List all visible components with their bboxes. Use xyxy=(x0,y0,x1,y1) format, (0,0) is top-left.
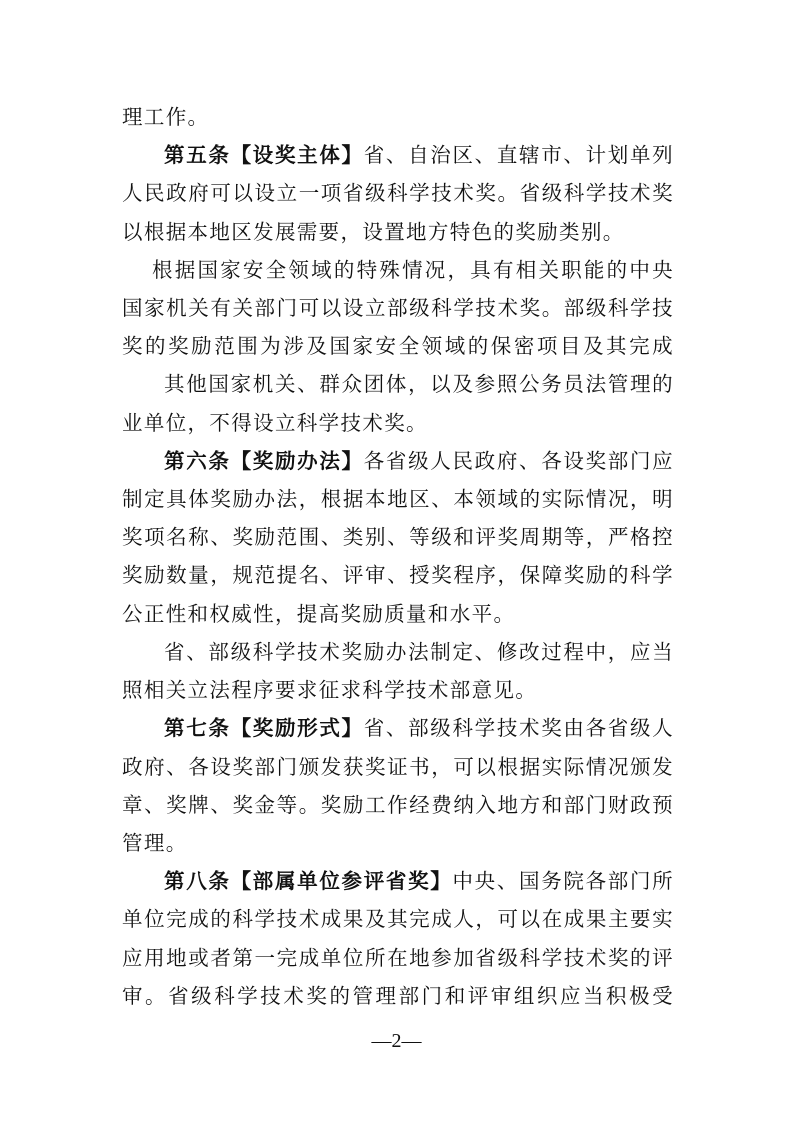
line-text: 单位完成的科学技术成果及其完成人，可以在成果主要实 xyxy=(122,907,674,931)
line-text: 公正性和权威性，提高奖励质量和水平。 xyxy=(122,602,516,626)
page-number: —2— xyxy=(371,1030,422,1052)
text-line xyxy=(122,517,674,557)
text-line xyxy=(122,594,674,634)
line-text: 照相关立法程序要求征求科学技术部意见。 xyxy=(122,678,538,702)
text-line xyxy=(122,403,674,443)
text-line xyxy=(122,479,674,519)
text-line xyxy=(122,670,674,710)
text-line xyxy=(152,250,674,290)
text-line xyxy=(164,364,674,404)
line-text: 政府、各设奖部门颁发获奖证书，可以根据实际情况颁发 xyxy=(122,755,674,779)
text-line xyxy=(122,288,674,328)
line-text: 以根据本地区发展需要，设置地方特色的奖励类别。 xyxy=(122,220,625,244)
article-heading: 第七条【奖励形式】 xyxy=(164,716,364,740)
line-text: 审。省级科学技术奖的管理部门和评审组织应当积极受 xyxy=(122,984,674,1008)
text-line xyxy=(164,861,674,901)
line-text: 奖励数量，规范提名、评审、授奖程序，保障奖励的科学 xyxy=(122,563,674,587)
line-text: 国家机关有关部门可以设立部级科学技术奖。部级科学技 xyxy=(122,296,674,320)
text-line xyxy=(122,938,674,978)
line-text: 省、部级科学技术奖励办法制定、修改过程中，应当 xyxy=(164,640,674,664)
text-line xyxy=(164,632,674,672)
line-text: 各省级人民政府、各设奖部门应 xyxy=(363,449,674,473)
line-text: 管理。 xyxy=(122,831,188,855)
line-text: 中央、国务院各部门所 xyxy=(452,869,674,893)
text-line xyxy=(122,976,674,1016)
article-heading: 第六条【奖励办法】 xyxy=(164,449,364,473)
text-line xyxy=(122,823,674,863)
text-line xyxy=(122,899,674,939)
line-text: 制定具体奖励办法，根据本地区、本领域的实际情况，明 xyxy=(122,487,674,511)
line-text: 奖的奖励范围为涉及国家安全领域的保密项目及其完成 xyxy=(122,334,674,358)
line-text: 其他国家机关、群众团体，以及参照公务员法管理的 xyxy=(164,372,674,396)
text-line xyxy=(122,97,674,137)
text-line xyxy=(164,441,674,481)
line-text: 奖项名称、奖励范围、类别、等级和评奖周期等，严格控 xyxy=(122,525,674,549)
line-text: 人民政府可以设立一项省级科学技术奖。省级科学技术奖 xyxy=(122,181,674,205)
text-line xyxy=(122,326,674,366)
line-text: 应用地或者第一完成单位所在地参加省级科学技术奖的评 xyxy=(122,946,674,970)
article-heading: 第八条【部属单位参评省奖】 xyxy=(164,869,453,893)
text-line xyxy=(122,747,674,787)
article-heading: 第五条【设奖主体】 xyxy=(164,143,364,167)
text-line xyxy=(122,212,674,252)
text-line xyxy=(164,135,674,175)
line-text: 章、奖牌、奖金等。奖励工作经费纳入地方和部门财政预 xyxy=(122,793,674,817)
line-text: 理工作。 xyxy=(122,105,210,129)
text-line xyxy=(122,555,674,595)
text-line xyxy=(122,785,674,825)
line-text: 根据国家安全领域的特殊情况，具有相关职能的中央 xyxy=(152,258,674,282)
line-text: 业单位，不得设立科学技术奖。 xyxy=(122,411,428,435)
text-line xyxy=(122,173,674,213)
text-line xyxy=(164,708,674,748)
line-text: 省、部级科学技术奖由各省级人 xyxy=(363,716,674,740)
line-text: 省、自治区、直辖市、计划单列 xyxy=(363,143,674,167)
